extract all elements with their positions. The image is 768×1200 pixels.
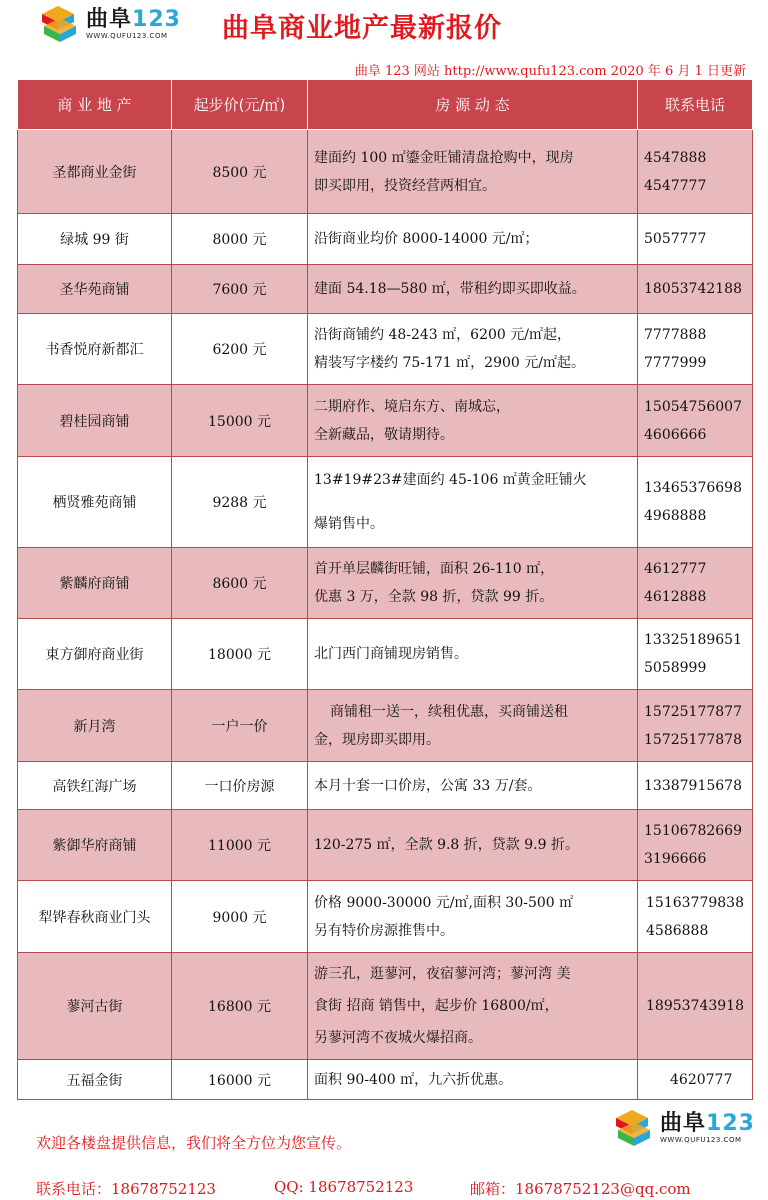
phone-number: 7777888: [644, 327, 707, 343]
contact-phone: [638, 810, 753, 881]
contact-phone: [638, 953, 753, 1060]
phone-number: 4612777: [644, 561, 707, 577]
listing-info: [308, 1060, 638, 1100]
table-row: [18, 690, 753, 762]
listing-info: [308, 881, 638, 953]
table-row: [18, 457, 753, 548]
info-line: 另蓼河湾不夜城火爆招商。: [314, 1030, 482, 1046]
logo-brand-cn: 曲阜: [660, 1110, 707, 1136]
contact-phone: [638, 881, 753, 953]
property-name: 高铁红海广场: [18, 762, 172, 810]
property-name: 圣都商业金街: [18, 130, 172, 214]
logo-brand-num: 123: [706, 1110, 755, 1136]
contact-phone: [638, 385, 753, 457]
start-price: 8500 元: [172, 130, 308, 214]
start-price: 15000 元: [172, 385, 308, 457]
col-header-property: 商 业 地 产: [18, 80, 172, 130]
property-name: 五福金街: [18, 1060, 172, 1100]
footer-qq[interactable]: QQ: 18678752123: [274, 1178, 414, 1196]
phone-number: 7777999: [644, 355, 707, 371]
info-line: 13#19#23#建面约 45-106 ㎡黄金旺铺火: [314, 472, 587, 488]
property-name: 书香悦府新都汇: [18, 314, 172, 385]
info-line: 优惠 3 万，全款 98 折，贷款 99 折。: [314, 589, 554, 605]
phone-number: 4547888: [644, 149, 707, 166]
start-price: 一口价房源: [172, 762, 308, 810]
start-price: 18000 元: [172, 619, 308, 690]
listing-info: [308, 130, 638, 214]
info-line: 沿街商铺约 48-243 ㎡，6200 元/㎡起，: [314, 327, 571, 343]
contact-phone: [638, 214, 753, 265]
info-line: 另有特价房源推售中。: [314, 922, 454, 939]
info-line: 价格 9000-30000 元/㎡,面积 30-500 ㎡: [314, 894, 574, 911]
listing-info: [308, 953, 638, 1060]
table-row: [18, 385, 753, 457]
table-row: [18, 1060, 753, 1100]
listing-info: [308, 690, 638, 762]
phone-number: 18053742188: [644, 281, 742, 297]
info-line: 120-275 ㎡，全款 9.8 折，贷款 9.9 折。: [314, 837, 579, 853]
listing-info: [308, 619, 638, 690]
listing-info: [308, 385, 638, 457]
phone-number: 3196666: [644, 851, 707, 867]
phone-number: 15106782669: [644, 823, 742, 839]
phone-number: 5057777: [644, 231, 707, 247]
info-line: 食街 招商 销售中，起步价 16800/㎡，: [314, 998, 559, 1014]
listing-info: [308, 314, 638, 385]
info-line: 本月十套一口价房，公寓 33 万/套。: [314, 777, 542, 794]
contact-phone: [638, 548, 753, 619]
info-line: 二期府作、境启东方、南城忘，: [314, 398, 510, 415]
info-line: 精装写字楼约 75-171 ㎡，2900 元/㎡起。: [314, 355, 585, 371]
info-line: 北门西门商铺现房销售。: [314, 646, 468, 662]
table-header-row: [18, 80, 753, 130]
table-row: [18, 881, 753, 953]
info-line: 即买即用，投资经营两相宜。: [314, 177, 496, 194]
info-line: 面积 90-400 ㎡，九六折优惠。: [314, 1071, 513, 1088]
contact-phone: [638, 265, 753, 314]
footer-phone[interactable]: 联系电话：18678752123: [36, 1180, 216, 1198]
site-logo-top[interactable]: [38, 4, 181, 44]
contact-phone: [638, 1060, 753, 1100]
table-row: [18, 619, 753, 690]
listing-info: [308, 810, 638, 881]
site-logo-bottom[interactable]: [612, 1108, 755, 1148]
qufu123-logo-icon: [38, 4, 82, 44]
phone-number: 15054756007: [644, 398, 742, 415]
table-row: [18, 314, 753, 385]
contact-phone: [638, 130, 753, 214]
contact-phone: [638, 690, 753, 762]
contact-phone: [638, 762, 753, 810]
info-line: 沿街商业均价 8000-14000 元/㎡；: [314, 231, 539, 247]
start-price: 9288 元: [172, 457, 308, 548]
phone-number: 4968888: [644, 508, 707, 524]
col-header-phone: 联系电话: [638, 80, 753, 130]
info-line: 爆销售中。: [314, 516, 384, 532]
phone-number: 13387915678: [644, 777, 742, 794]
property-name: 圣华苑商铺: [18, 265, 172, 314]
phone-number: 13325189651: [644, 632, 742, 648]
contact-phone: [638, 619, 753, 690]
table-row: [18, 130, 753, 214]
start-price: 16800 元: [172, 953, 308, 1060]
start-price: 16000 元: [172, 1060, 308, 1100]
logo-brand-num: 123: [132, 6, 181, 32]
footer-welcome: 欢迎各楼盘提供信息，我们将全方位为您宣传。: [36, 1134, 352, 1152]
start-price: 11000 元: [172, 810, 308, 881]
phone-number: 4606666: [644, 426, 707, 443]
listing-info: [308, 548, 638, 619]
qufu123-logo-icon: [612, 1108, 656, 1148]
phone-number: 5058999: [644, 660, 707, 676]
info-line: 金，现房即买即用。: [314, 731, 440, 748]
info-line: 建面约 100 ㎡鎏金旺铺清盘抢购中，现房: [314, 149, 574, 166]
phone-number: 4547777: [644, 177, 707, 194]
table-row: [18, 810, 753, 881]
logo-brand-cn: 曲阜: [86, 6, 133, 32]
info-line: 首开单层麟街旺铺，面积 26-110 ㎡，: [314, 561, 555, 577]
contact-phone: [638, 314, 753, 385]
listing-info: [308, 265, 638, 314]
info-line: 商铺租一送一，续租优惠，买商铺送租: [330, 703, 568, 720]
property-name: 栖贤雅苑商铺: [18, 457, 172, 548]
phone-number: 15725177878: [644, 731, 742, 748]
phone-number: 13465376698: [644, 480, 742, 496]
property-name: 紫麟府商铺: [18, 548, 172, 619]
info-line: 建面 54.18—580 ㎡，带租约即买即收益。: [314, 281, 586, 297]
phone-number: 4612888: [644, 589, 707, 605]
phone-number: 4586888: [646, 922, 709, 939]
property-name: 碧桂园商铺: [18, 385, 172, 457]
phone-number: 18953743918: [646, 998, 744, 1014]
col-header-info: 房 源 动 态: [308, 80, 638, 130]
phone-number: 15725177877: [644, 703, 742, 720]
info-line: 全新藏品，敬请期待。: [314, 426, 454, 443]
start-price: 8000 元: [172, 214, 308, 265]
start-price: 6200 元: [172, 314, 308, 385]
update-subline: 曲阜 123 网站 http://www.qufu123.com 2020 年 6 月 1 日更新: [354, 64, 746, 79]
start-price: 8600 元: [172, 548, 308, 619]
table-row: [18, 548, 753, 619]
listing-info: [308, 214, 638, 265]
listing-info: [308, 762, 638, 810]
table-row: [18, 762, 753, 810]
price-table: [17, 79, 753, 1100]
info-line: 游三孔，逛蓼河，夜宿蓼河湾；蓼河湾 美: [314, 966, 571, 982]
property-name: 新月湾: [18, 690, 172, 762]
listing-info: [308, 457, 638, 548]
logo-url: WWW.QUFU123.COM: [660, 1135, 742, 1144]
property-name: 東方御府商业街: [18, 619, 172, 690]
phone-number: 15163779838: [646, 894, 744, 911]
col-header-price: 起步价(元/㎡): [172, 80, 308, 130]
phone-number: 4620777: [670, 1071, 733, 1088]
start-price: 9000 元: [172, 881, 308, 953]
table-row: [18, 214, 753, 265]
logo-url: WWW.QUFU123.COM: [86, 31, 168, 40]
property-name: 犁铧春秋商业门头: [18, 881, 172, 953]
table-row: [18, 265, 753, 314]
property-name: 蓼河古街: [18, 953, 172, 1060]
contact-phone: [638, 457, 753, 548]
property-name: 紫御华府商铺: [18, 810, 172, 881]
property-name: 绿城 99 街: [18, 214, 172, 265]
footer-email[interactable]: 邮箱：18678752123@qq.com: [470, 1180, 691, 1198]
table-row: [18, 953, 753, 1060]
page-title: 曲阜商业地产最新报价: [222, 13, 502, 44]
start-price: 一户一价: [172, 690, 308, 762]
start-price: 7600 元: [172, 265, 308, 314]
